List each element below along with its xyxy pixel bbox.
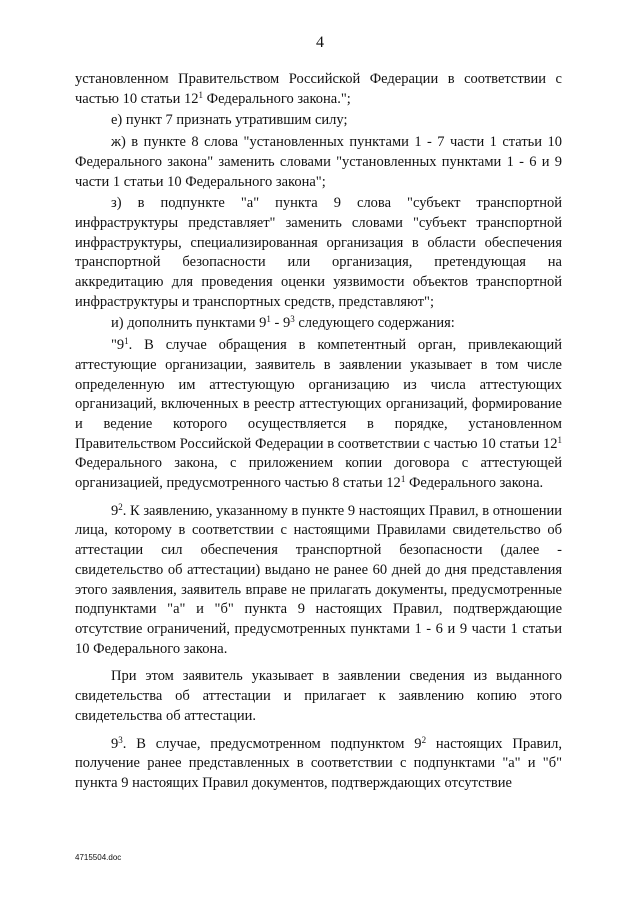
file-name-footer: 4715504.doc: [75, 853, 122, 862]
text-run: е) пункт 7 признать утратившим силу;: [111, 112, 348, 129]
text-run: "9: [111, 337, 125, 354]
superscript-index: 1: [266, 314, 271, 325]
paragraph: [75, 735, 562, 794]
text-run: . К заявлению, указанному в пункте 9 настоящих Правил, в отношении лица, которому в соответствии с настоящими Правилами свидетельство об аттестации сил обеспечения транспортной безопасности (далее - свидетельство об аттестации) выдано не ранее 60 дней до дня представления этого заявления, заявитель вправе не прилагать документы, предусмотренные подпунктами "а" и "б" пункта 9 настоящих Правил, подтверждающие отсутствие ограничений, предусмотренных пунктами 1 - 6 и 9 части 1 статьи 10 Федерального закона.: [75, 502, 562, 657]
superscript-index: 2: [421, 734, 427, 745]
paragraph: [75, 194, 562, 312]
superscript-index: 1: [198, 89, 204, 100]
superscript-index: 1: [400, 474, 406, 485]
document-body: [75, 70, 562, 796]
text-run: Федерального закона.: [405, 475, 544, 492]
text-run: . В случае обращения в компетентный орган, привлекающий аттестующие организации, заявитель в заявлении указывает в том числе определенную им аттестующую организацию из числа аттестующих организаций, включенных в реестр аттестующих организаций, формирование и ведение которого осуществляется в порядке, установленном Правительством Российской Федерации в соответствии с частью 10 статьи 12: [75, 337, 562, 452]
paragraph: [75, 133, 562, 192]
paragraph: [75, 70, 562, 109]
text-run: 9: [111, 735, 119, 752]
superscript-index: 1: [124, 336, 129, 347]
text-run: следующего содержания:: [294, 315, 455, 332]
text-run: ж) в пункте 8 слова "установленных пунктами 1 - 7 части 1 статьи 10 Федерального закона" заменить словами "установленных пунктами 1 - 6 и 9 части 1 статьи 10 Федерального закона";: [75, 134, 562, 190]
paragraph: [75, 667, 562, 726]
text-run: и) дополнить пунктами 9: [111, 315, 267, 332]
paragraph: [75, 336, 562, 494]
text-run: При этом заявитель указывает в заявлении сведения из выданного свидетельства об аттестации и прилагает к заявлению копию этого свидетельства об аттестации.: [75, 668, 562, 724]
text-run: настоящих Правил, получение ранее представленных в соответствии с подпунктами "а" и "б" пункта 9 настоящих Правил документов, подтверждающих отсутствие: [75, 735, 562, 791]
text-run: . В случае, предусмотренном подпунктом 9: [122, 735, 422, 752]
paragraph: [75, 314, 562, 334]
text-run: з) в подпункте "а" пункта 9 слова "субъект транспортной инфраструктуры представляет" заменить словами "субъект транспортной инфраструктуры, специализированная организация в области обеспечения транспортной безопасности или организация, претендующая на аккредитацию для проведения оценки уязвимости объектов транспортной инфраструктуры и транспортных средств, представляют";: [75, 195, 562, 310]
text-run: 9: [111, 502, 119, 519]
superscript-index: 2: [118, 501, 123, 512]
superscript-index: 1: [557, 434, 562, 445]
page-number: 4: [316, 34, 324, 51]
text-run: Федерального закона, с приложением копии договора с аттестующей организацией, предусмотренного частью 8 статьи 12: [75, 455, 562, 492]
superscript-index: 3: [290, 314, 295, 325]
superscript-index: 3: [118, 734, 123, 745]
text-run: установленном Правительством Российской Федерации в соответствии с частью 10 статьи 12: [75, 71, 562, 107]
text-run: - 9: [270, 315, 291, 332]
paragraph: [75, 111, 562, 131]
text-run: Федерального закона.";: [203, 90, 351, 107]
paragraph: [75, 502, 562, 660]
